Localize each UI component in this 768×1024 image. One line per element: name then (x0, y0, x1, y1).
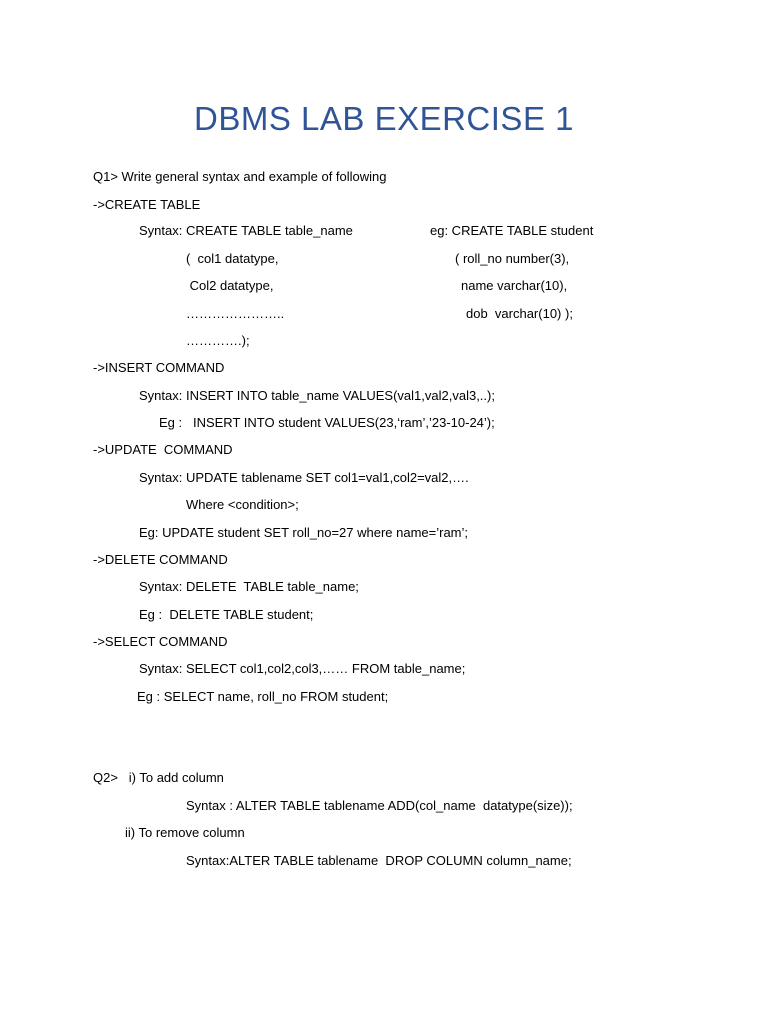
create-syntax-line3: Col2 datatype, (186, 278, 274, 293)
update-syntax-line1: Syntax: UPDATE tablename SET col1=val1,col2=val2,…. (139, 470, 469, 485)
insert-example: Eg : INSERT INTO student VALUES(23,‘ram’,’23-10-24’); (159, 415, 495, 430)
q2-add-syntax: Syntax : ALTER TABLE tablename ADD(col_name datatype(size)); (186, 798, 573, 813)
q2-prompt: Q2> i) To add column (93, 770, 224, 785)
create-heading: ->CREATE TABLE (93, 197, 201, 212)
create-syntax-line1: Syntax: CREATE TABLE table_name (139, 223, 353, 238)
create-example-line2: ( roll_no number(3), (455, 251, 570, 266)
select-heading: ->SELECT COMMAND (93, 634, 228, 649)
create-syntax-line5: ………….); (186, 333, 250, 348)
page-title: DBMS LAB EXERCISE 1 (194, 100, 574, 137)
insert-syntax: Syntax: INSERT INTO table_name VALUES(val1,val2,val3,..); (139, 388, 495, 403)
delete-example: Eg : DELETE TABLE student; (139, 607, 314, 622)
update-heading: ->UPDATE COMMAND (93, 442, 233, 457)
insert-heading: ->INSERT COMMAND (93, 360, 225, 375)
q2-remove-syntax: Syntax:ALTER TABLE tablename DROP COLUMN column_name; (186, 853, 572, 868)
q2-remove-heading: ii) To remove column (125, 825, 245, 840)
create-example-line1: eg: CREATE TABLE student (430, 223, 594, 238)
update-syntax-line2: Where <condition>; (186, 497, 299, 512)
create-syntax-line4: ………………….. (186, 306, 285, 321)
select-example: Eg : SELECT name, roll_no FROM student; (137, 689, 389, 704)
create-syntax-line2: ( col1 datatype, (186, 251, 279, 266)
update-example: Eg: UPDATE student SET roll_no=27 where name=’ram’; (139, 525, 469, 540)
q1-prompt: Q1> Write general syntax and example of following (93, 169, 387, 184)
delete-heading: ->DELETE COMMAND (93, 552, 228, 567)
select-syntax: Syntax: SELECT col1,col2,col3,…… FROM table_name; (139, 661, 466, 676)
create-example-line3: name varchar(10), (461, 278, 568, 293)
delete-syntax: Syntax: DELETE TABLE table_name; (139, 579, 359, 594)
create-example-line4: dob varchar(10) ); (466, 306, 573, 321)
